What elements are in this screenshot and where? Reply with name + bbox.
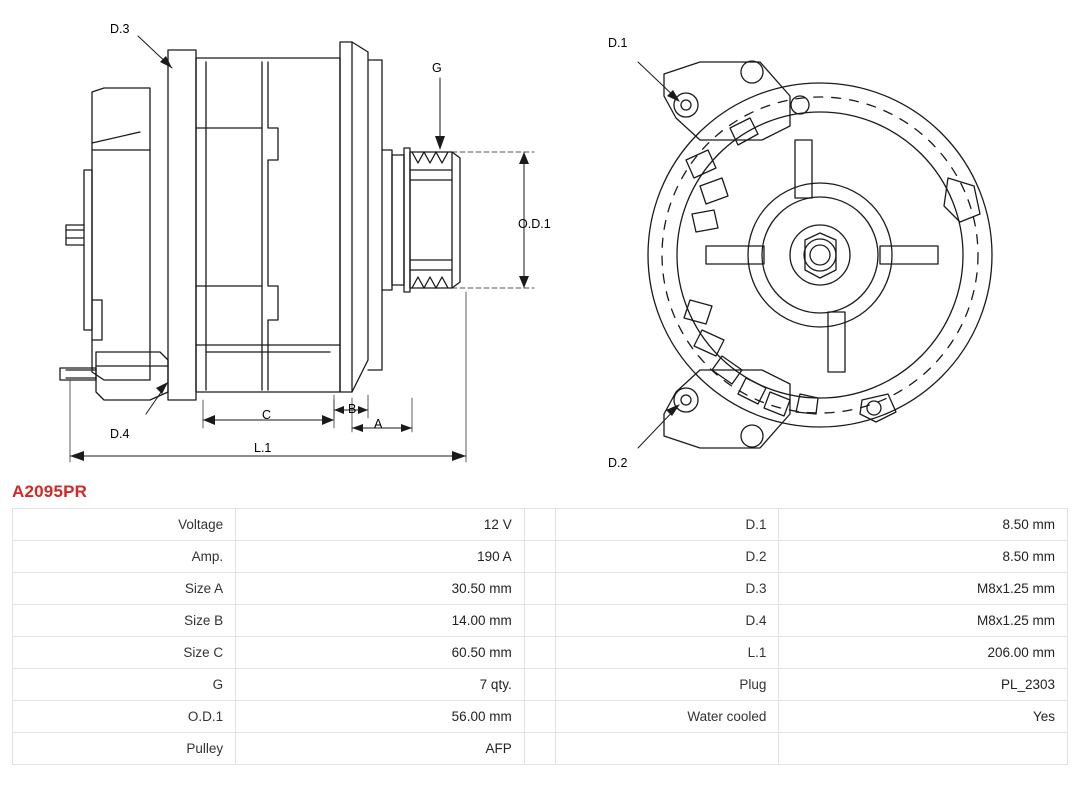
spec-value: Yes [779, 701, 1068, 733]
spec-label: D.4 [556, 605, 779, 637]
spec-value: PL_2303 [779, 669, 1068, 701]
spec-label: Size C [13, 637, 236, 669]
spec-label: Pulley [13, 733, 236, 765]
table-row [13, 541, 1068, 573]
table-row [13, 605, 1068, 637]
spec-label: Amp. [13, 541, 236, 573]
page-title: A2095PR [12, 482, 88, 501]
spec-value: 30.50 mm [236, 573, 525, 605]
spec-label: Size A [13, 573, 236, 605]
spec-value: 56.00 mm [236, 701, 525, 733]
spec-value: 14.00 mm [236, 605, 525, 637]
spec-value: 12 V [236, 509, 525, 541]
column-spacer [524, 541, 556, 573]
spec-label: D.2 [556, 541, 779, 573]
column-spacer [524, 669, 556, 701]
table-row [13, 733, 1068, 765]
spec-value: 7 qty. [236, 669, 525, 701]
spec-label: O.D.1 [13, 701, 236, 733]
spec-label: Plug [556, 669, 779, 701]
column-spacer [524, 701, 556, 733]
spec-value [779, 733, 1068, 765]
callout-d2: D.2 [608, 456, 628, 470]
table-row [13, 701, 1068, 733]
spec-label [556, 733, 779, 765]
callout-l1: L.1 [254, 441, 272, 455]
callout-d4: D.4 [110, 427, 130, 441]
spec-value: 190 A [236, 541, 525, 573]
callout-od1: O.D.1 [518, 217, 551, 231]
spec-label: L.1 [556, 637, 779, 669]
specifications-table [12, 508, 1068, 765]
callout-b: B [348, 402, 357, 416]
spec-value: 8.50 mm [779, 541, 1068, 573]
spec-value: M8x1.25 mm [779, 605, 1068, 637]
spec-value: M8x1.25 mm [779, 573, 1068, 605]
table-row [13, 669, 1068, 701]
callout-g: G [432, 61, 442, 75]
spec-value: 206.00 mm [779, 637, 1068, 669]
table-row [13, 509, 1068, 541]
specs-body [13, 509, 1068, 765]
callout-a: A [374, 417, 383, 431]
spec-label: D.3 [556, 573, 779, 605]
table-row [13, 573, 1068, 605]
column-spacer [524, 573, 556, 605]
column-spacer [524, 733, 556, 765]
callout-d3: D.3 [110, 22, 130, 36]
spec-label: D.1 [556, 509, 779, 541]
callout-c: C [262, 408, 272, 422]
callout-d1: D.1 [608, 36, 628, 50]
spec-value: 60.50 mm [236, 637, 525, 669]
spec-label: Size B [13, 605, 236, 637]
table-row [13, 637, 1068, 669]
spec-label: Voltage [13, 509, 236, 541]
spec-value: AFP [236, 733, 525, 765]
column-spacer [524, 605, 556, 637]
column-spacer [524, 637, 556, 669]
spec-label: Water cooled [556, 701, 779, 733]
column-spacer [524, 509, 556, 541]
spec-value: 8.50 mm [779, 509, 1068, 541]
spec-label: G [13, 669, 236, 701]
